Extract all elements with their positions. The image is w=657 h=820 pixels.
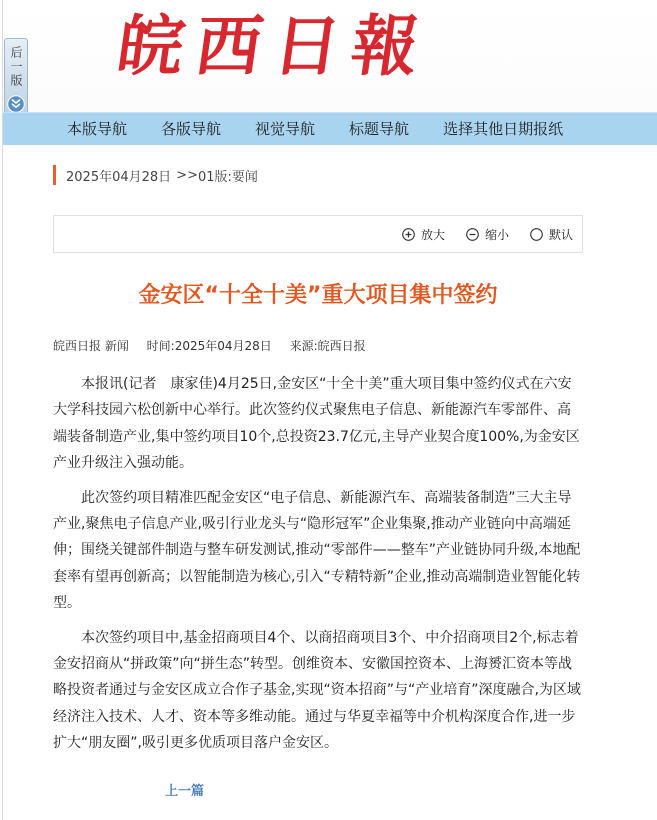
enlarge-font-button[interactable] — [402, 226, 445, 243]
next-edition-tab[interactable] — [4, 38, 28, 118]
breadcrumb-section[interactable]: 01版:要闻 — [197, 169, 258, 185]
plus-circle-icon — [402, 228, 421, 241]
shrink-font-label: 缩小 — [484, 227, 509, 242]
article-title: 金安区“十全十美”重大项目集中签约 — [138, 283, 498, 308]
circle-icon — [530, 228, 549, 241]
double-chevron-down-icon — [7, 95, 25, 113]
previous-article-link[interactable]: 上一篇 — [165, 784, 205, 799]
breadcrumb-date[interactable]: 2025年04月28日 — [66, 169, 172, 185]
default-font-button[interactable] — [530, 226, 573, 243]
next-edition-tab-label: 后一版 — [9, 46, 23, 88]
nav-item-visual[interactable]: 视觉导航 — [255, 120, 316, 138]
breadcrumb — [53, 165, 258, 185]
nav-item-this-page[interactable]: 本版导航 — [67, 120, 128, 138]
article-time: 时间:2025年04月28日 — [146, 339, 272, 353]
article-source: 来源:皖西日报 — [289, 339, 366, 353]
enlarge-font-label: 放大 — [420, 227, 445, 242]
article-paper: 皖西日报 新闻 — [53, 339, 129, 353]
nav-item-all-pages[interactable]: 各版导航 — [161, 120, 222, 138]
article-paragraph: 本报讯(记者 康家佳)4月25日,金安区“十全十美”重大项目集中签约仪式在六安大学科技园六松创新中心举行。此次签约仪式聚焦电子信息、新能源汽车零部件、高端装备制造产业,集中签约项目10个,总投资23.7亿元,主导产业契合度100%,为金安区产业升级注入强动能。 — [53, 376, 580, 472]
article-body — [53, 371, 583, 765]
default-font-label: 默认 — [548, 227, 573, 242]
font-zoom-toolbar — [53, 215, 583, 253]
nav-item-other-dates[interactable]: 选择其他日期报纸 — [443, 120, 564, 138]
newspaper-masthead: 皖西日報 — [112, 7, 436, 85]
article-meta — [53, 338, 380, 354]
article-paragraph: 本次签约项目中,基金招商项目4个、以商招商项目3个、中介招商项目2个,标志着金安招商从“拼政策”向“拼生态”转型。创维资本、安徽国控资本、上海赟汇资本等战略投资者通过与金安区成立合作子基金,实现“资本招商”与“产业培育”深度融合,为区域经济注入技术、人才、资本等多维动能。通过与华夏幸福等中介机构深度合作,进一步扩大“朋友圈”,吸引更多优质项目落户金安区。 — [53, 629, 581, 752]
article-paragraph: 此次签约项目精准匹配金安区“电子信息、新能源汽车、高端装备制造”三大主导产业,聚焦电子信息产业,吸引行业龙头与“隐形冠军”企业集聚,推动产业链向中高端延伸；围绕关键部件制造与整车研发测试,推动“零部件——整车”产业链协同升级,本地配套率有望再创新高；以智能制造为核心,引入“专精特新”企业,推动高端制造业智能化转型。 — [53, 489, 581, 612]
breadcrumb-accent-bar — [53, 165, 56, 185]
shrink-font-button[interactable] — [466, 226, 509, 243]
minus-circle-icon — [466, 228, 485, 241]
page-header — [3, 0, 657, 112]
nav-item-headlines[interactable]: 标题导航 — [349, 120, 410, 138]
nav-bar — [3, 112, 657, 145]
breadcrumb-separator: >> — [176, 167, 198, 183]
